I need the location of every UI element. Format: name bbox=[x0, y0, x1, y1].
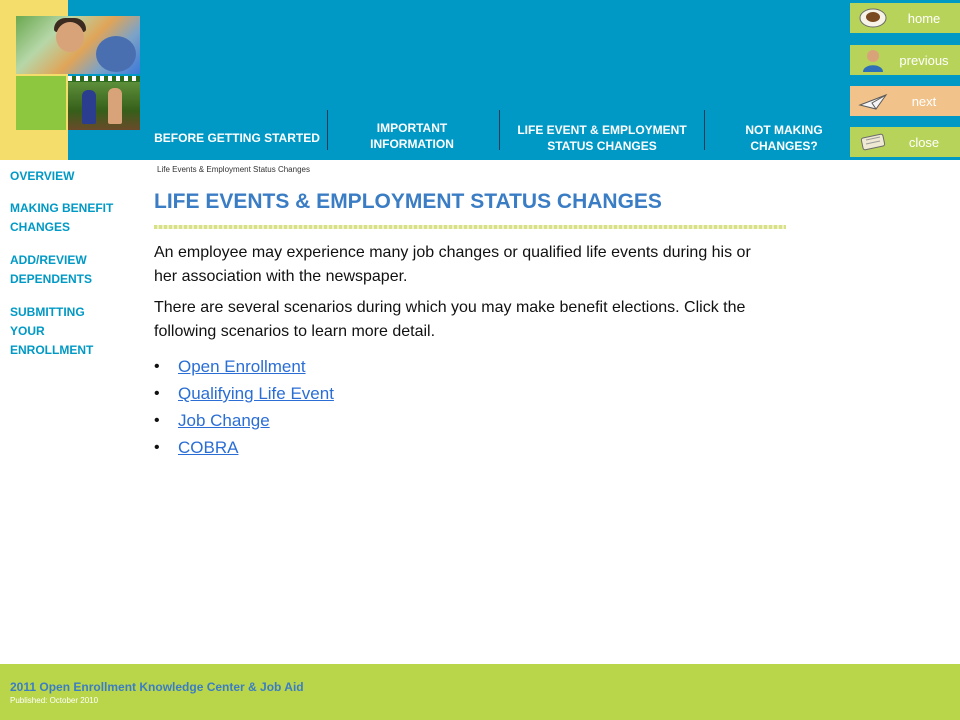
previous-button[interactable] bbox=[850, 45, 960, 75]
title-divider bbox=[154, 225, 786, 229]
cobra-link[interactable]: COBRA bbox=[178, 438, 239, 457]
header-photo-food bbox=[16, 16, 140, 74]
header-photo-runners bbox=[68, 76, 140, 130]
sidebar-item-making-benefit-changes[interactable]: MAKING BENEFIT CHANGES bbox=[10, 201, 114, 234]
close-button[interactable] bbox=[850, 127, 960, 157]
topnav-before-getting-started[interactable]: BEFORE GETTING STARTED bbox=[154, 131, 320, 145]
bullet-icon: • bbox=[154, 358, 160, 375]
topnav-important-information[interactable]: IMPORTANT INFORMATION bbox=[370, 121, 454, 151]
footer bbox=[0, 664, 960, 720]
topnav-separator bbox=[327, 110, 328, 150]
home-button[interactable] bbox=[850, 3, 960, 33]
person-icon bbox=[858, 48, 888, 72]
breadcrumb: Life Events & Employment Status Changes bbox=[157, 165, 310, 174]
scenarios-paragraph: There are several scenarios during which you may make benefit elections. Click the following scenarios to learn more detail. bbox=[154, 299, 746, 340]
bullet-icon: • bbox=[154, 439, 160, 456]
coffee-cup-icon bbox=[858, 6, 888, 30]
bullet-icon: • bbox=[154, 412, 160, 429]
previous-label: previous bbox=[899, 52, 949, 68]
next-label: next bbox=[911, 93, 937, 109]
header-photo-green-tile bbox=[16, 76, 66, 130]
close-label: close bbox=[908, 134, 940, 150]
paper-plane-icon bbox=[858, 89, 888, 113]
footer-title: 2011 Open Enrollment Knowledge Center & Job Aid bbox=[10, 680, 304, 694]
qualifying-life-event-link[interactable]: Qualifying Life Event bbox=[178, 384, 334, 403]
sidebar-item-add-review-dependents[interactable]: ADD/REVIEW DEPENDENTS bbox=[10, 253, 93, 286]
page-title: LIFE EVENTS & EMPLOYMENT STATUS CHANGES bbox=[154, 190, 662, 213]
open-enrollment-link[interactable]: Open Enrollment bbox=[178, 357, 306, 376]
intro-paragraph: An employee may experience many job changes or qualified life events during his or her association with the newspaper. bbox=[154, 244, 751, 285]
top-navigation bbox=[150, 104, 846, 160]
footer-published-date: Published: October 2010 bbox=[10, 696, 99, 705]
sidebar-item-submitting-enrollment[interactable]: SUBMITTING YOUR ENROLLMENT bbox=[10, 305, 94, 357]
bullet-icon: • bbox=[154, 385, 160, 402]
job-change-link[interactable]: Job Change bbox=[178, 411, 270, 430]
next-button[interactable] bbox=[850, 86, 960, 116]
home-label: home bbox=[907, 10, 941, 26]
topnav-not-making-changes[interactable]: NOT MAKING CHANGES? bbox=[745, 123, 823, 153]
sidebar-item-overview[interactable]: OVERVIEW bbox=[10, 169, 75, 183]
scroll-icon bbox=[858, 130, 888, 154]
topnav-life-event-status-changes[interactable]: LIFE EVENT & EMPLOYMENT STATUS CHANGES bbox=[517, 123, 687, 153]
topnav-separator bbox=[499, 110, 500, 150]
topnav-separator bbox=[704, 110, 705, 150]
